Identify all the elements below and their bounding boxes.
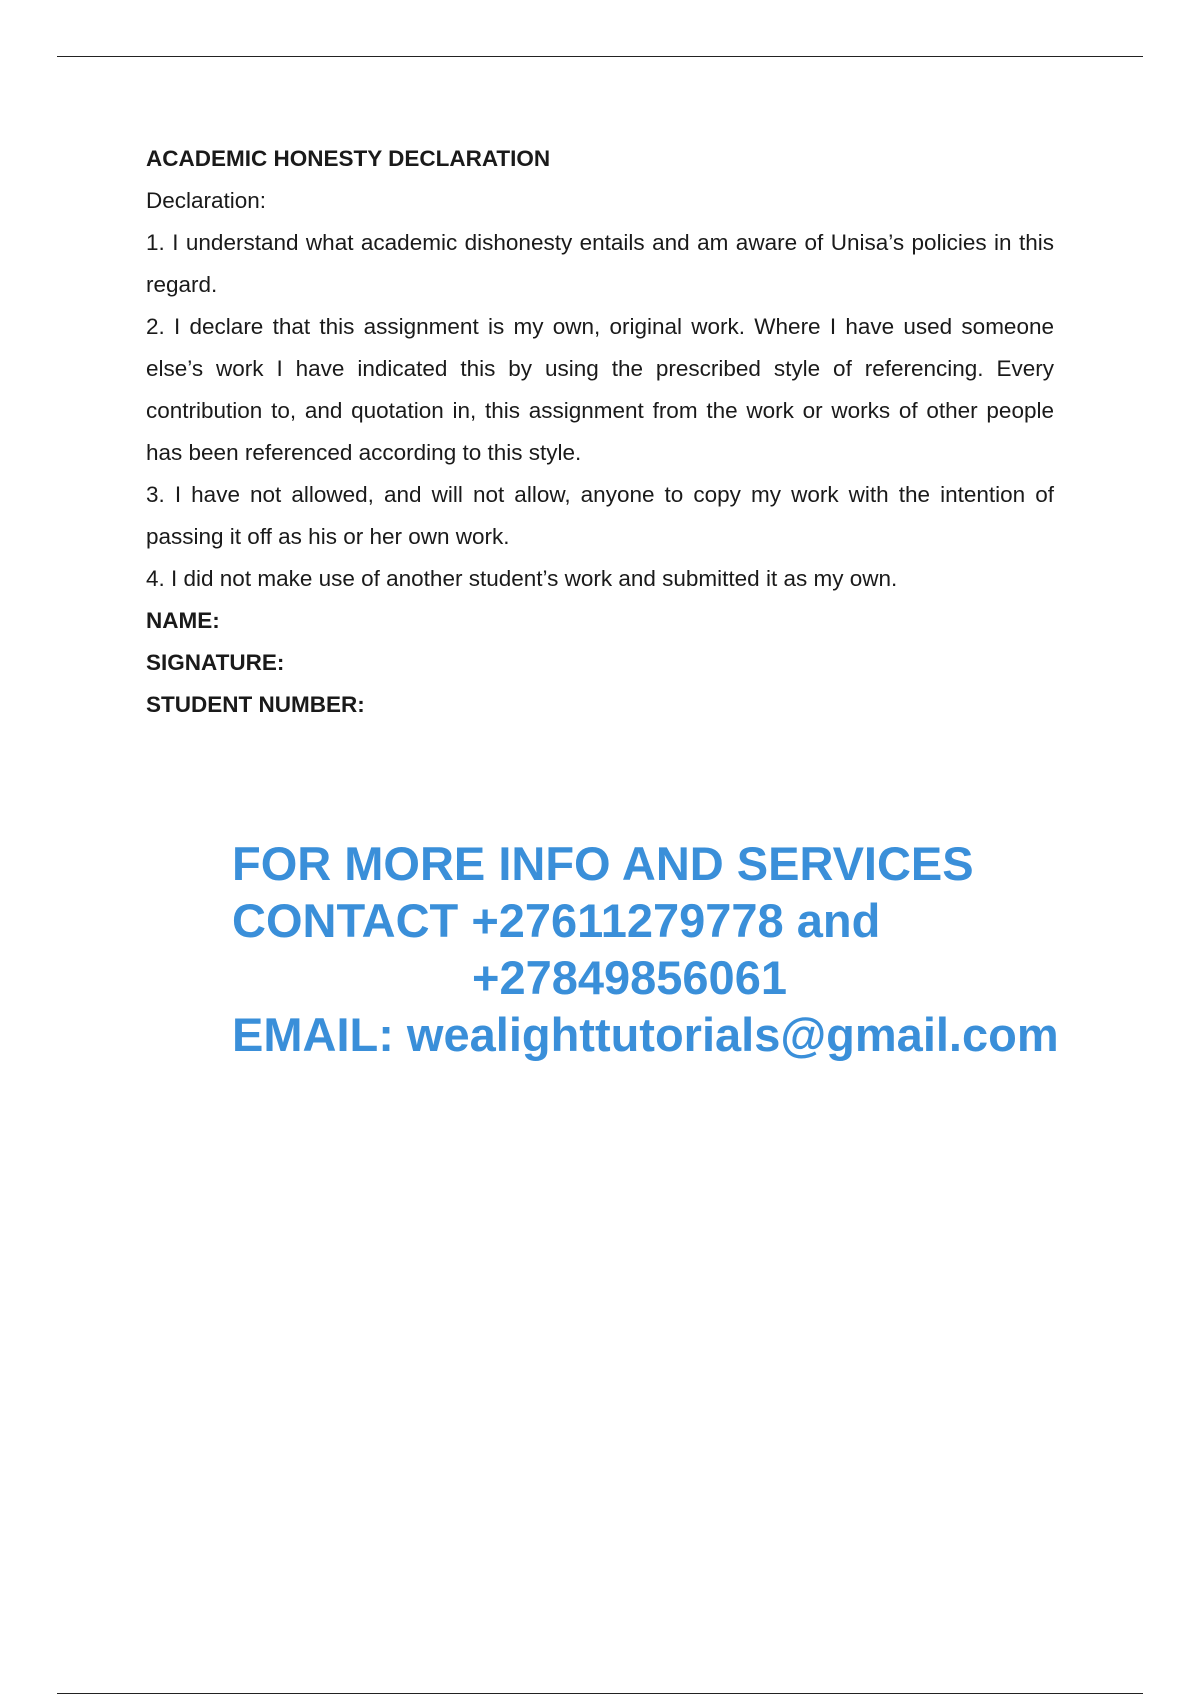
promo-line-1: FOR MORE INFO AND SERVICES <box>232 837 974 890</box>
student-number-field-label: STUDENT NUMBER: <box>146 692 365 717</box>
declaration-section <box>146 138 1054 726</box>
declaration-intro: Declaration: <box>146 188 267 213</box>
promo-line-2: CONTACT +27611279778 and <box>232 894 881 947</box>
promo-banner <box>232 835 1132 1063</box>
declaration-item-1: 1. I understand what academic dishonesty entails and am aware of Unisa’s policies in this regard. <box>146 230 1054 297</box>
promo-email-line: EMAIL: wealighttutorials@gmail.com <box>232 1008 1059 1061</box>
declaration-item-4: 4. I did not make use of another student’s work and submitted it as my own. <box>146 566 898 591</box>
signature-field-label: SIGNATURE: <box>146 650 285 675</box>
promo-line-3: +27849856061 <box>472 951 787 1004</box>
name-field-label: NAME: <box>146 608 220 633</box>
top-rule <box>57 56 1143 57</box>
declaration-item-2: 2. I declare that this assignment is my own, original work. Where I have used someone else’s work I have indicated this by using the prescribed style of referencing. Every contribution to, and quotation in, this assignment from the work or works of other people has been referenced according to this style. <box>146 314 1054 465</box>
declaration-title: ACADEMIC HONESTY DECLARATION <box>146 146 551 171</box>
bottom-rule <box>57 1693 1143 1694</box>
declaration-item-3: 3. I have not allowed, and will not allow, anyone to copy my work with the intention of passing it off as his or her own work. <box>146 482 1054 549</box>
